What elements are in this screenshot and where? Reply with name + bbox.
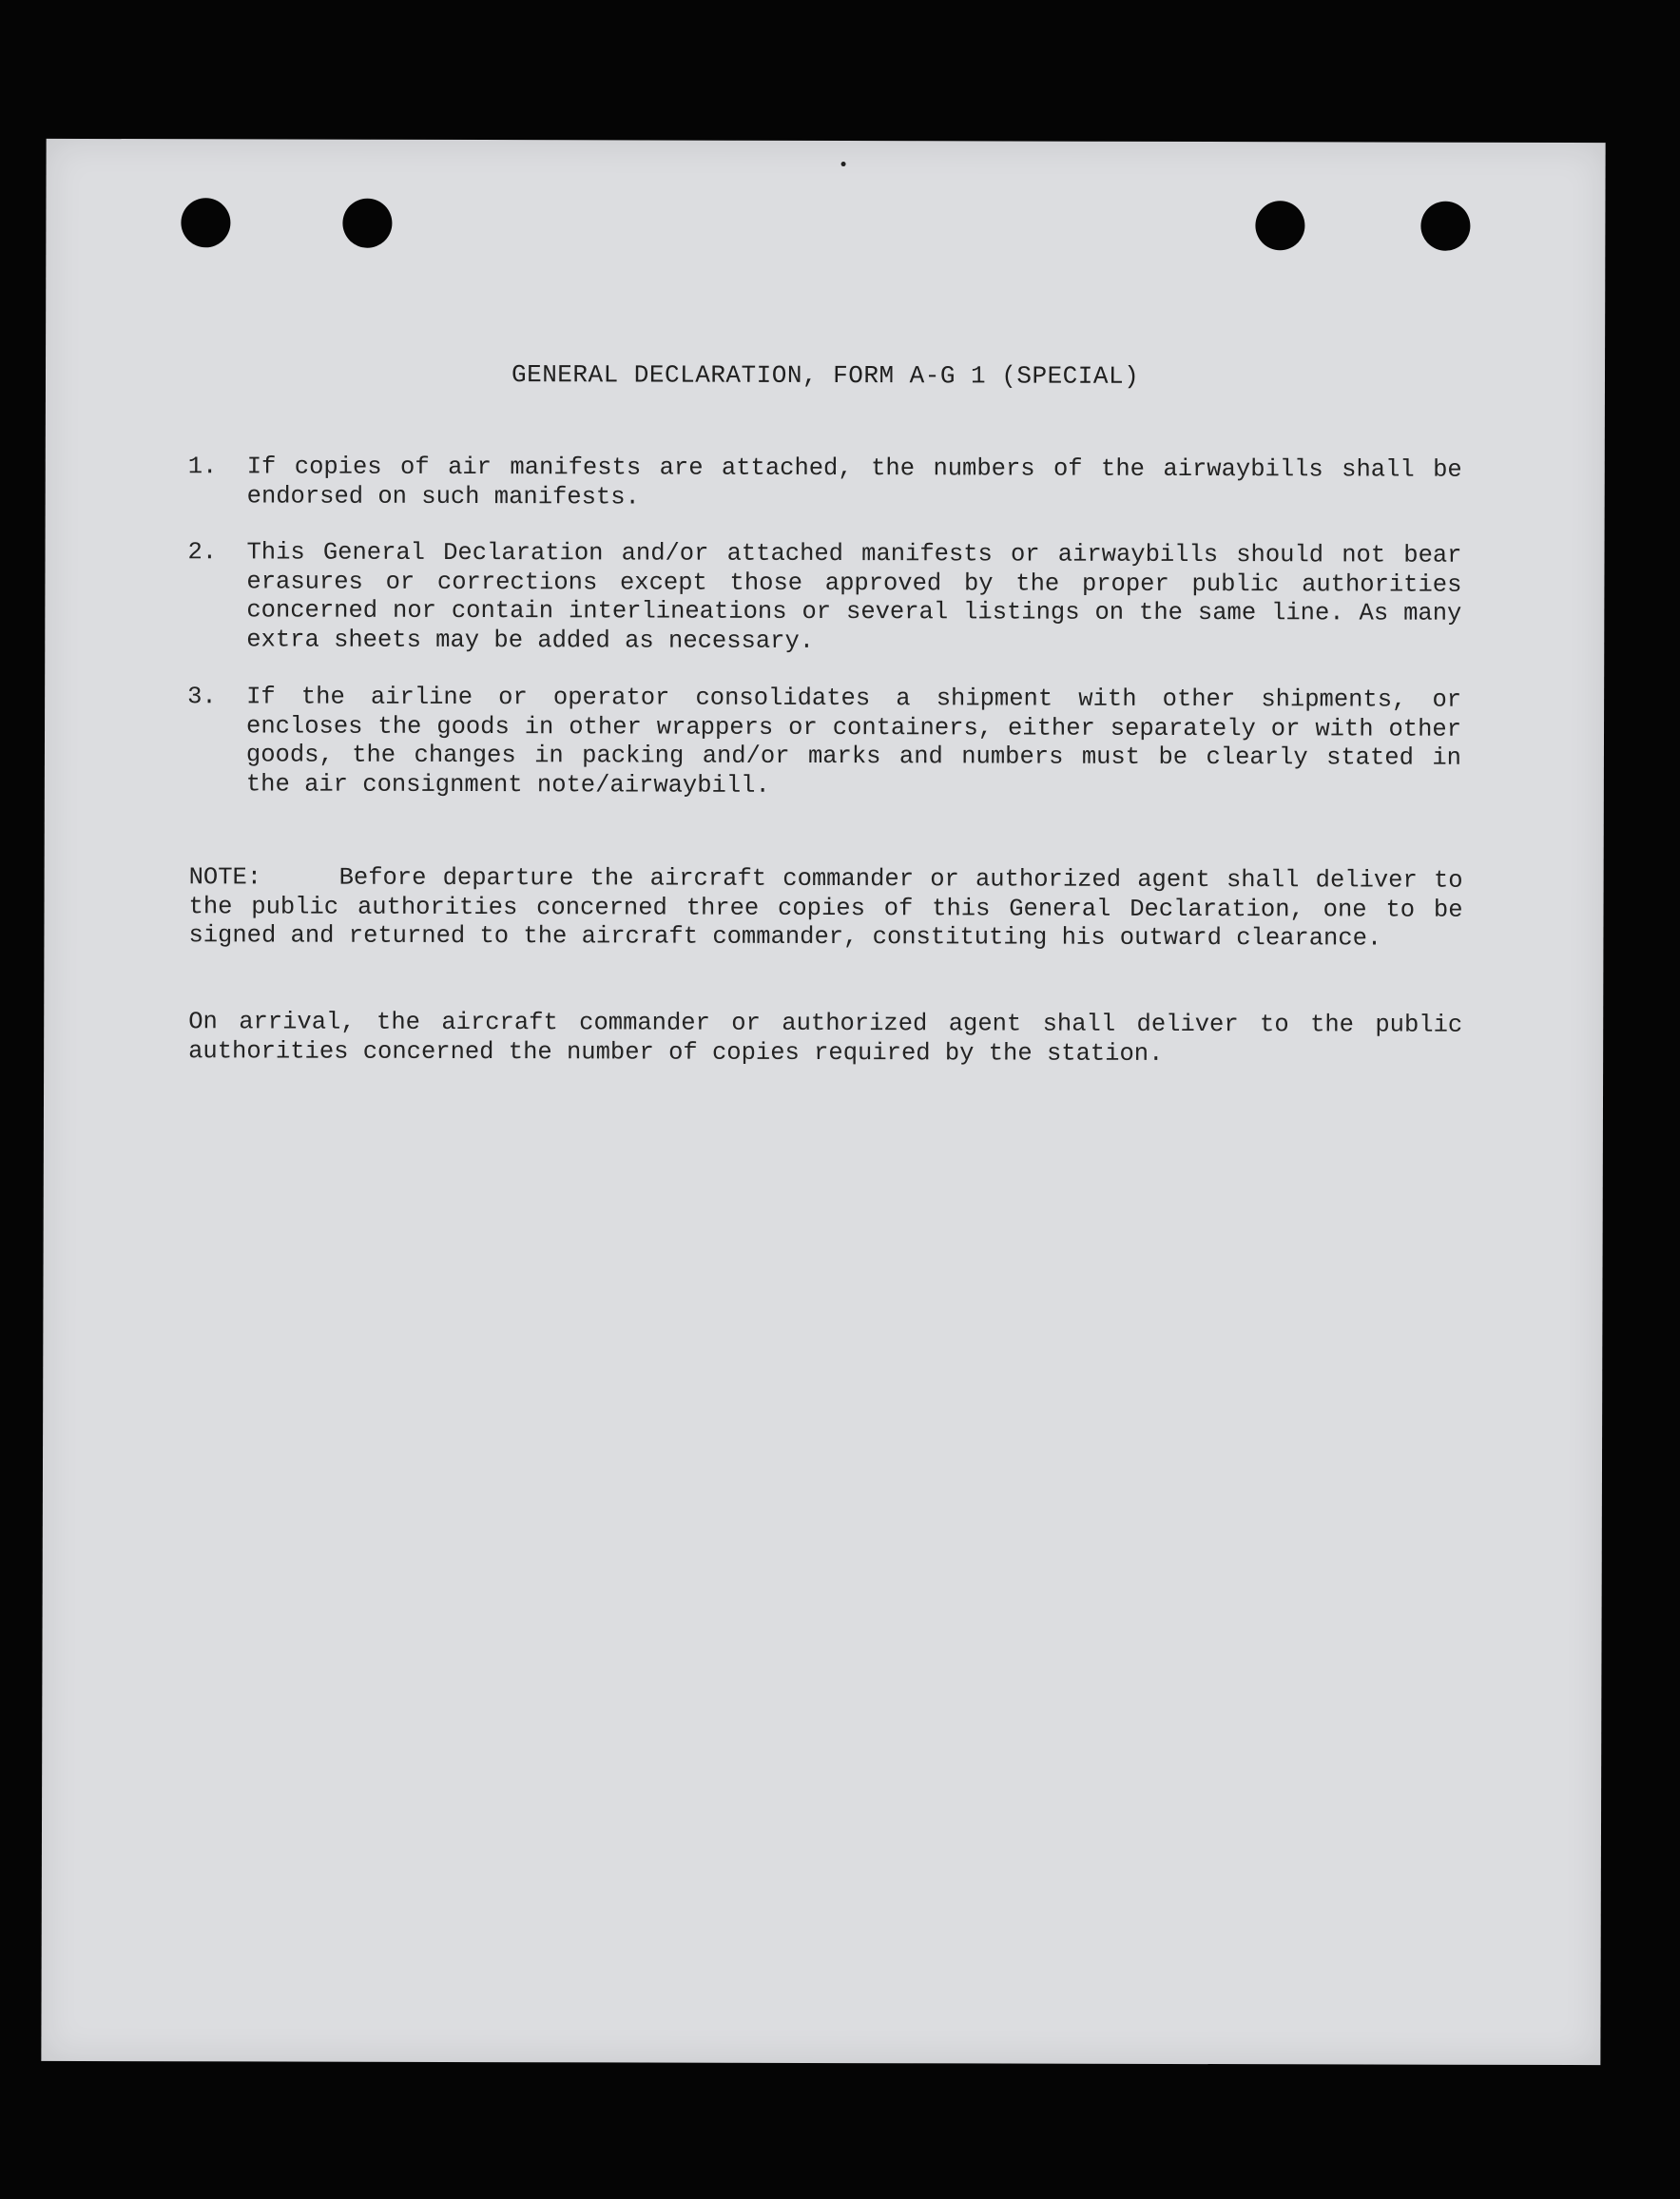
item-text: If copies of air manifests are attached, the numbers of the airwaybills shall be endorsed on such manifests. xyxy=(246,453,1462,511)
item-number: 2. xyxy=(187,538,218,567)
punch-hole xyxy=(342,199,392,248)
punch-hole xyxy=(1420,202,1470,251)
form-title: GENERAL DECLARATION, FORM A-G 1 (SPECIAL) xyxy=(511,360,1140,391)
instruction-item-3 xyxy=(187,683,1518,800)
item-number: 1. xyxy=(187,453,218,481)
item-number: 3. xyxy=(187,683,217,711)
item-text: This General Declaration and/or attached manifests or airwaybills should not bear erasures or corrections except those approved by the proper public authorities concerned nor contain interlineations or several listings on the same line. As many extra sheets may be added as necessary. xyxy=(246,538,1462,655)
punch-hole xyxy=(181,198,230,247)
document-page xyxy=(41,139,1605,2065)
ink-speck xyxy=(841,162,846,166)
note-text: Before departure the aircraft commander or authorized agent shall deliver to the public authorities concerned three copies of this General Declaration, one to be signed and returned to the aircraft commander, constituting his outward clearance. xyxy=(188,863,1463,953)
note-label: NOTE: xyxy=(188,863,262,892)
instruction-item-2 xyxy=(187,538,1519,655)
item-text: If the airline or operator consolidates a shipment with other shipments, or encloses the goods in other wrappers or containers, either separately or with other goods, the changes in packing and/or marks and numbers must be clearly stated in the air consignment note/airwaybill. xyxy=(245,683,1462,800)
arrival-paragraph: On arrival, the aircraft commander or authorized agent shall deliver to the public authorities concerned the number of copies required by the station. xyxy=(188,1008,1463,1068)
note-paragraph xyxy=(188,863,1462,954)
instruction-item-1 xyxy=(187,453,1519,511)
punch-hole xyxy=(1255,201,1304,250)
